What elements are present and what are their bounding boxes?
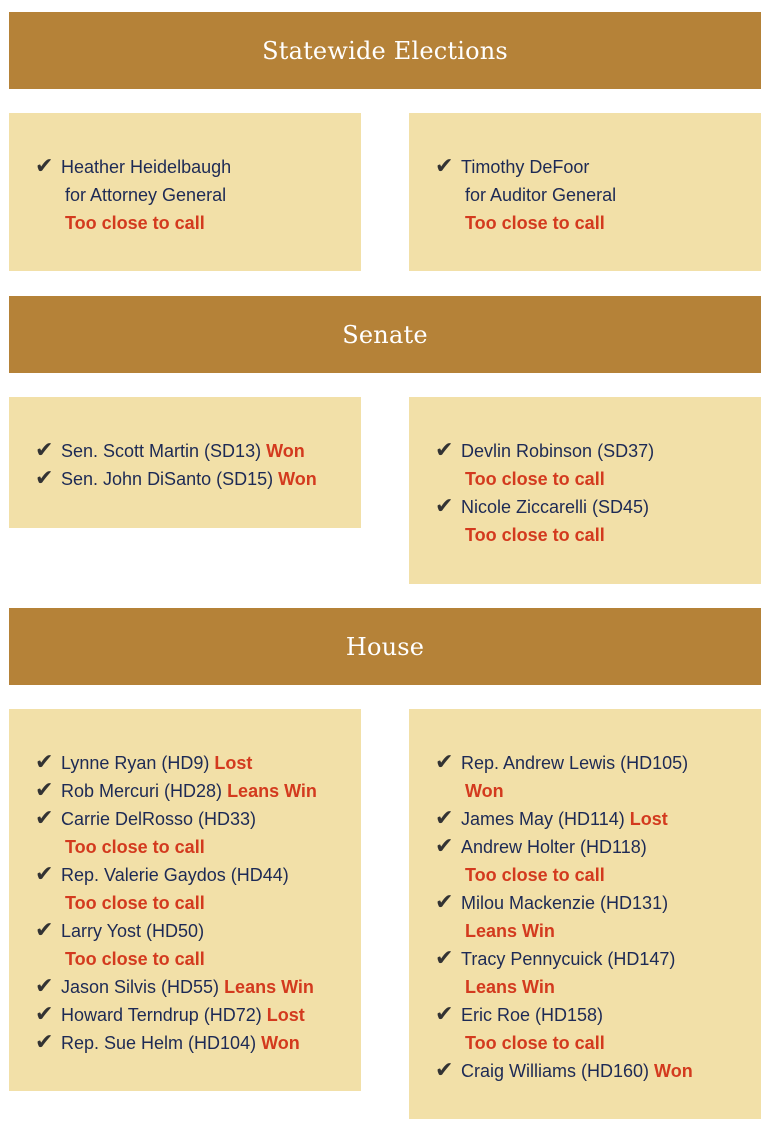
- candidate-name: James May (HD114): [461, 809, 625, 829]
- race-status: Leans Win: [227, 781, 317, 801]
- candidate-card: [409, 113, 761, 271]
- candidate-name: Heather Heidelbaugh: [61, 157, 232, 177]
- candidate-entry: [35, 437, 361, 465]
- checkmark-icon: ✔: [35, 1030, 54, 1055]
- checkmark-icon: ✔: [435, 750, 454, 775]
- race-status: Won: [654, 1061, 693, 1081]
- candidate-entry: [435, 889, 761, 945]
- candidate-name: Rep. Valerie Gaydos (HD44): [61, 865, 289, 885]
- candidate-entry: [35, 805, 361, 861]
- candidate-entry: [435, 153, 761, 237]
- candidate-name: Eric Roe (HD158): [461, 1005, 604, 1025]
- candidate-entry: [435, 437, 761, 493]
- section-title: Statewide Elections: [262, 36, 508, 65]
- candidate-name: Jason Silvis (HD55): [61, 977, 220, 997]
- candidate-card: [9, 113, 361, 271]
- race-status: Leans Win: [465, 921, 555, 941]
- checkmark-icon: ✔: [35, 750, 54, 775]
- race-status: Won: [465, 781, 504, 801]
- section-header-statewide: [9, 12, 761, 89]
- race-status: Leans Win: [465, 977, 555, 997]
- candidate-name: Larry Yost (HD50): [61, 921, 205, 941]
- race-status: Too close to call: [465, 213, 605, 233]
- candidate-entry: [435, 1057, 761, 1085]
- race-status: Lost: [214, 753, 253, 773]
- checkmark-icon: ✔: [35, 918, 54, 943]
- checkmark-icon: ✔: [35, 778, 54, 803]
- candidate-name: Rob Mercuri (HD28): [61, 781, 223, 801]
- race-status: Too close to call: [65, 213, 205, 233]
- section-title: House: [345, 632, 425, 661]
- race-status: Won: [266, 441, 305, 461]
- candidate-entry: [35, 861, 361, 917]
- checkmark-icon: ✔: [435, 946, 454, 971]
- candidate-entry: [35, 1001, 361, 1029]
- candidate-name: Milou Mackenzie (HD131): [461, 893, 669, 913]
- candidate-entry: [35, 917, 361, 973]
- candidate-card: [9, 709, 361, 1091]
- checkmark-icon: ✔: [35, 862, 54, 887]
- candidate-name: Craig Williams (HD160): [461, 1061, 650, 1081]
- race-status: Lost: [266, 1005, 305, 1025]
- race-status: Too close to call: [465, 525, 605, 545]
- section-header-house: [9, 608, 761, 685]
- checkmark-icon: ✔: [435, 1002, 454, 1027]
- checkmark-icon: ✔: [435, 1058, 454, 1083]
- candidate-name: Howard Terndrup (HD72): [61, 1005, 262, 1025]
- checkmark-icon: ✔: [35, 438, 54, 463]
- race-status: Too close to call: [465, 1033, 605, 1053]
- candidate-entry: [435, 945, 761, 1001]
- race-status: Too close to call: [65, 949, 205, 969]
- candidate-name: Sen. Scott Martin (SD13): [61, 441, 262, 461]
- race-status: Won: [261, 1033, 300, 1053]
- checkmark-icon: ✔: [435, 154, 454, 179]
- checkmark-icon: ✔: [35, 974, 54, 999]
- checkmark-icon: ✔: [435, 834, 454, 859]
- section-title: Senate: [342, 320, 428, 349]
- candidate-entry: [435, 749, 761, 805]
- race-status: Too close to call: [65, 837, 205, 857]
- candidate-entry: [435, 805, 761, 833]
- checkmark-icon: ✔: [35, 154, 54, 179]
- checkmark-icon: ✔: [435, 438, 454, 463]
- candidate-entry: [35, 749, 361, 777]
- candidate-name: Rep. Sue Helm (HD104): [61, 1033, 257, 1053]
- race-status: Lost: [629, 809, 668, 829]
- checkmark-icon: ✔: [35, 1002, 54, 1027]
- candidate-name: Timothy DeFoor: [461, 157, 590, 177]
- candidate-name: Lynne Ryan (HD9): [61, 753, 210, 773]
- candidate-office: for Auditor General: [465, 185, 617, 205]
- candidate-entry: [35, 973, 361, 1001]
- race-status: Too close to call: [465, 469, 605, 489]
- candidate-entry: [435, 493, 761, 549]
- candidate-card: [409, 709, 761, 1119]
- race-status: Won: [278, 469, 317, 489]
- candidate-name: Andrew Holter (HD118): [461, 837, 647, 857]
- race-status: Leans Win: [224, 977, 314, 997]
- candidate-card: [9, 397, 361, 528]
- candidate-name: Tracy Pennycuick (HD147): [461, 949, 676, 969]
- candidate-name: Sen. John DiSanto (SD15): [61, 469, 274, 489]
- candidate-entry: [435, 1001, 761, 1057]
- race-status: Too close to call: [465, 865, 605, 885]
- candidate-name: Nicole Ziccarelli (SD45): [461, 497, 650, 517]
- section-header-senate: [9, 296, 761, 373]
- checkmark-icon: ✔: [435, 806, 454, 831]
- race-status: Too close to call: [65, 893, 205, 913]
- candidate-entry: [35, 465, 361, 493]
- candidate-name: Devlin Robinson (SD37): [461, 441, 655, 461]
- candidate-office: for Attorney General: [65, 185, 227, 205]
- candidate-entry: [35, 777, 361, 805]
- candidate-card: [409, 397, 761, 584]
- candidate-entry: [35, 153, 361, 237]
- candidate-name: Carrie DelRosso (HD33): [61, 809, 257, 829]
- candidate-entry: [435, 833, 761, 889]
- candidate-entry: [35, 1029, 361, 1057]
- checkmark-icon: ✔: [435, 890, 454, 915]
- checkmark-icon: ✔: [35, 466, 54, 491]
- checkmark-icon: ✔: [35, 806, 54, 831]
- candidate-name: Rep. Andrew Lewis (HD105): [461, 753, 689, 773]
- checkmark-icon: ✔: [435, 494, 454, 519]
